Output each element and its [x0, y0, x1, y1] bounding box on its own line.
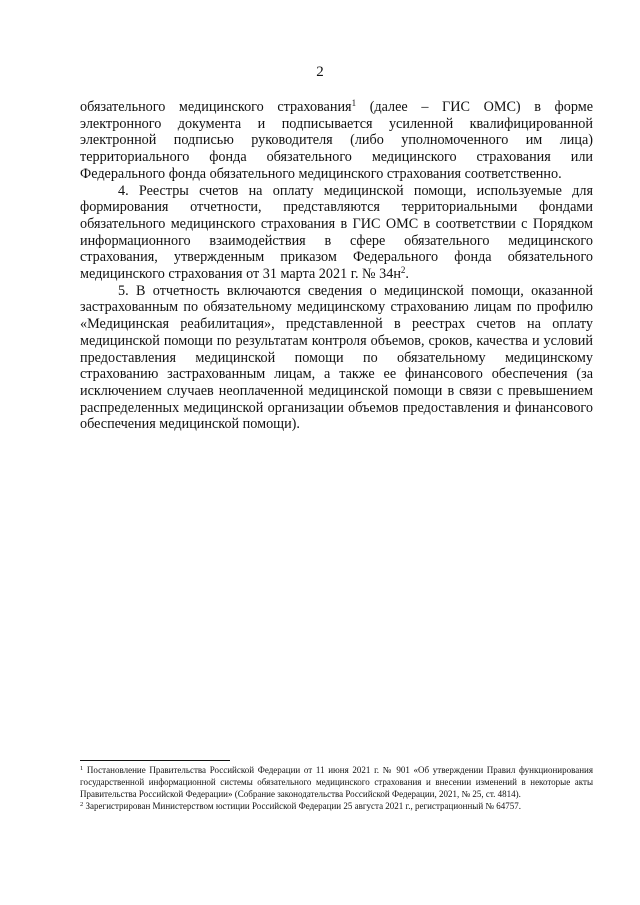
footnote-text: Постановление Правительства Российской Федерации от 11 июня 2021 г. № 901 «Об утверждении Правил функционирования государственной информационной системы обязательного медицинского страхования и внесении изменений в некоторые акты Правительства Российской Федерации» (Собрание законодательства Российской Федерации, 2021, № 25, ст. 4814).	[80, 765, 593, 799]
page-number: 2	[316, 64, 324, 80]
paragraph-text: обязательного медицинского страхования	[80, 99, 352, 115]
footnote-divider	[80, 760, 230, 761]
paragraph-text: 4. Реестры счетов на оплату медицинской помощи, используемые для формирования отчетности, представляются территориальными фондами обязательного медицинского страхования в ГИС ОМС в соответствии с Порядком информационного взаимодействия в сфере обязательного медицинского страхования, утвержденным приказом Федерального фонда обязательного медицинского страхования от 31 марта 2021 г. № 34н	[80, 182, 593, 283]
paragraph-item-5: 5. В отчетность включаются сведения о медицинской помощи, оказанной застрахованным по обязательному медицинскому страхованию лицам по профилю «Медицинская реабилитация», представленной в реестрах счетов на оплату медицинской помощи по результатам контроля объемов, сроков, качества и условий предоставления медицинской помощи по обязательному медицинскому страхованию застрахованным лицам, а также ее финансового обеспечения (за исключением случаев неоплаченной медицинской помощи в связи с превышением распределенных медицинской организации объемов предоставления и финансового обеспечения медицинской помощи).	[80, 282, 593, 433]
paragraph-item-4	[80, 183, 593, 283]
footnote-1	[80, 764, 593, 800]
paragraph-continuation	[80, 99, 593, 183]
footnote-marker: 2	[80, 801, 84, 808]
footnote-2	[80, 800, 593, 812]
footnote-ref-2: 2	[400, 265, 406, 276]
paragraph-text: .	[405, 266, 409, 283]
footnote-text: Зарегистрирован Министерством юстиции Российской Федерации 25 августа 2021 г., регистрационный № 64757.	[83, 801, 521, 811]
paragraph-text: (далее – ГИС ОМС) в форме электронного документа и подписывается усиленной квалифицированной электронной подписью руководителя (либо уполномоченного им лица) территориального фонда обязательного медицинского страхования или Федерального фонда обязательного медицинского страхования соответственно.	[80, 99, 594, 182]
body-text	[80, 99, 593, 433]
footnotes	[80, 764, 593, 812]
footnote-marker: 1	[80, 765, 84, 772]
footnote-ref-1: 1	[351, 98, 357, 108]
